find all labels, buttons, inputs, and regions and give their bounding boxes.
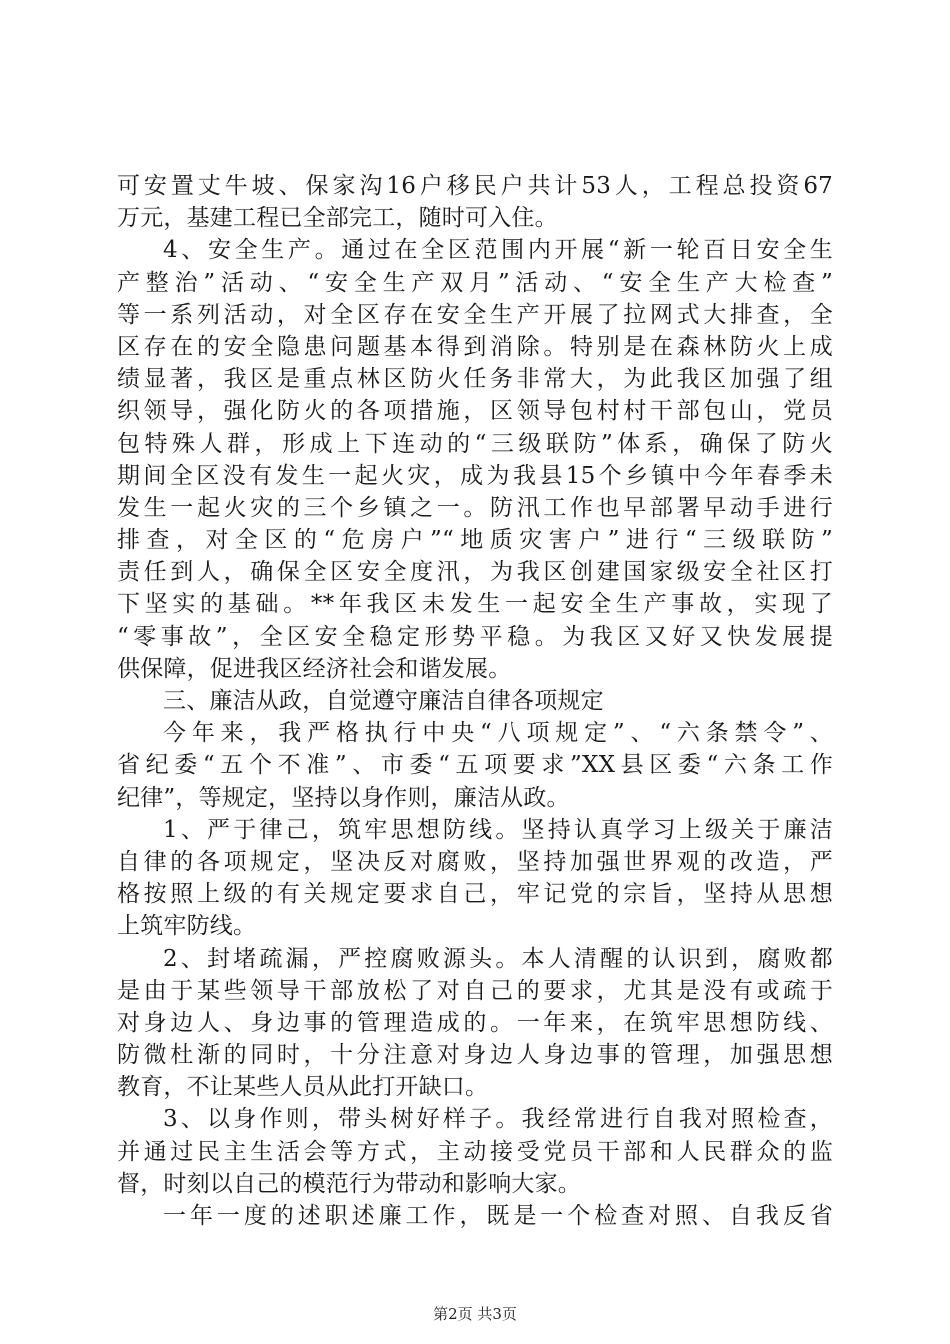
- document-body: [117, 170, 833, 1232]
- text-line: 一年一度的述职述廉工作，既是一个检查对照、自我反省: [163, 1203, 833, 1229]
- page-number-footer: 第2页 共3页: [433, 1305, 517, 1323]
- text-line: 产整治”活动、“安全生产双月”活动、“安全生产大检查”: [117, 269, 833, 296]
- text-line: 并通过民主生活会等方式，主动接受党员干部和人民群众的监: [117, 1138, 833, 1165]
- text-line: 排查，对全区的“危房户”“地质灾害户”进行“三级联防”: [117, 527, 833, 554]
- text-line: 区存在的安全隐患问题基本得到消除。特别是在森林防火上成: [117, 333, 833, 360]
- text-line: 包特殊人群，形成上下连动的“三级联防”体系，确保了防火: [117, 430, 833, 457]
- text-line: 上筑牢防线。: [117, 913, 257, 940]
- text-line: 等一系列活动，对全区存在安全生产开展了拉网式大排查，全: [117, 301, 833, 328]
- text-line: 督，时刻以自己的模范行为带动和影响大家。: [117, 1170, 581, 1197]
- text-line: 省纪委“五个不准”、市委“五项要求”XX县区委“六条工作: [117, 752, 833, 779]
- text-line: 期间全区没有发生一起火灾，成为我县15个乡镇中今年春季未: [117, 462, 833, 489]
- text-line: 三、廉洁从政，自觉遵守廉洁自律各项规定: [163, 688, 604, 714]
- text-line: 责任到人，确保全区安全度汛，为我区创建国家级安全社区打: [117, 559, 833, 586]
- text-line: 织领导，强化防火的各项措施，区领导包村村干部包山，党员: [117, 398, 833, 425]
- text-line: 对身边人、身边事的管理造成的。一年来，在筑牢思想防线、: [117, 1009, 833, 1036]
- text-line: 纪律”，等规定，坚持以身作则，廉洁从政。: [117, 784, 570, 811]
- text-line: 2、封堵疏漏，严控腐败源头。本人清醒的认识到，腐败都: [163, 945, 833, 972]
- text-line: 发生一起火灾的三个乡镇之一。防汛工作也早部署早动手进行: [117, 494, 833, 521]
- text-line: 1、严于律己，筑牢思想防线。坚持认真学习上级关于廉洁: [163, 816, 833, 843]
- text-line: 防微杜渐的同时，十分注意对身边人身边事的管理，加强思想: [117, 1042, 833, 1069]
- text-line: 3、以身作则，带头树好样子。我经常进行自我对照检查，: [163, 1106, 833, 1133]
- text-line: 4、安全生产。通过在全区范围内开展“新一轮百日安全生: [163, 237, 833, 264]
- text-line: 自律的各项规定，坚决反对腐败，坚持加强世界观的改造，严: [117, 848, 833, 875]
- text-line: 格按照上级的有关规定要求自己，牢记党的宗旨，坚持从思想: [117, 881, 833, 908]
- text-line: 可安置丈牛坡、保家沟16户移民户共计53人，工程总投资67: [117, 173, 833, 199]
- text-line: 教育，不让某些人员从此打开缺口。: [117, 1074, 489, 1101]
- text-line: 绩显著，我区是重点林区防火任务非常大，为此我区加强了组: [117, 366, 833, 393]
- text-line: 供保障，促进我区经济社会和谐发展。: [117, 655, 512, 682]
- text-line: 万元，基建工程已全部完工，随时可入住。: [117, 205, 558, 232]
- text-line: 下坚实的基础。**年我区未发生一起安全生产事故，实现了: [117, 591, 833, 618]
- text-line: “零事故”，全区安全稳定形势平稳。为我区又好又快发展提: [117, 623, 833, 650]
- text-line: 今年来，我严格执行中央“八项规定”、“六条禁令”、: [163, 720, 833, 747]
- text-line: 是由于某些领导干部放松了对自己的要求，尤其是没有或疏于: [117, 977, 833, 1004]
